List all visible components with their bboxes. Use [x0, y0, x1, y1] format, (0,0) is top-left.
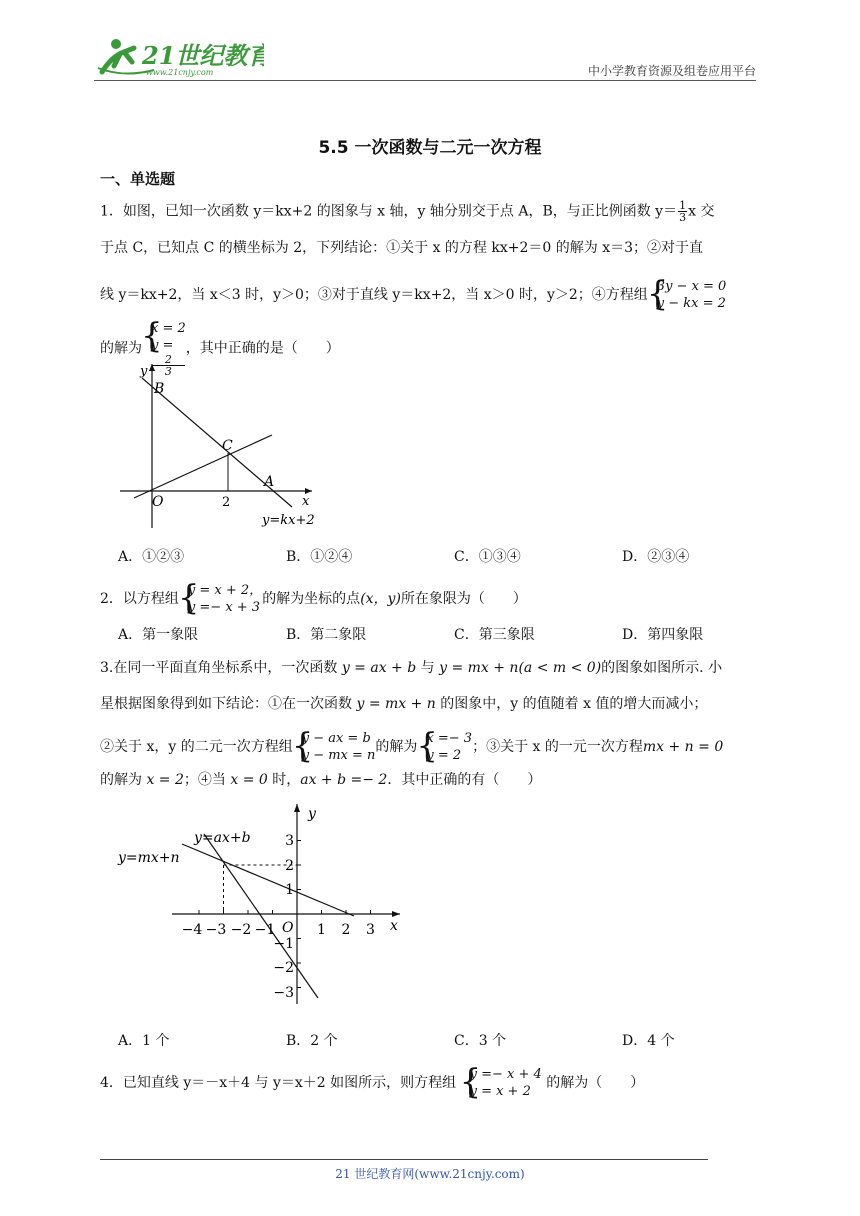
- q3-xtick: −4: [181, 922, 203, 938]
- page-title: 5.5 一次函数与二元一次方程: [318, 138, 542, 158]
- q3-ytick: 2: [285, 858, 294, 874]
- q1-system-b: { x = 2 y = 2 3: [142, 320, 186, 377]
- q3-axis-x: x: [390, 918, 398, 934]
- logo-url: www.21cnjy.com: [146, 68, 214, 77]
- q3-fn1-label: y=ax+b: [194, 830, 251, 846]
- q1-label-2: 2: [222, 495, 231, 510]
- q3-origin: O: [282, 920, 294, 936]
- q1-option-a[interactable]: A．①②③: [118, 549, 185, 565]
- q3-line3: ②关于 x，y 的二元一次方程组 { y − ax = b y − mx = n 的解为 { x =− 3 y = 2 ；③关于 x 的一元一次方程mx + n = 0: [100, 730, 723, 764]
- q3-system: { y − ax = b y − mx = n: [293, 730, 376, 764]
- header-divider: [94, 80, 756, 81]
- q3-ytick: −3: [273, 985, 294, 1001]
- q3-line4: 的解为 x = 2；④当 x = 0 时，ax + b =− 2．其中正确的有（ ）: [100, 772, 542, 788]
- q1-option-d[interactable]: D．②③④: [622, 549, 690, 565]
- q1-system-a: { 3y − x = 0 y − kx = 2: [648, 278, 727, 312]
- q3-ytick: 1: [285, 882, 294, 898]
- q3-xtick: −3: [205, 922, 227, 938]
- q3-ytick: −2: [273, 960, 294, 976]
- q1-fraction: $\frac{1}{3}$: [679, 199, 687, 224]
- q1-label-O: O: [152, 494, 164, 510]
- footer-divider: [100, 1159, 708, 1160]
- q1-line3: 线 y＝kx+2，当 x＜3 时，y＞0；③对于直线 y＝kx+2，当 x＞0 时，y＞2；④方程组 { 3y − x = 0 y − kx = 2: [100, 278, 726, 312]
- q3-line1: 3.在同一平面直角坐标系中，一次函数 y = ax + b 与 y = mx + n(a < m < 0)的图象如图所示. 小: [100, 660, 723, 676]
- q1-axis-y: y: [140, 364, 148, 379]
- q2-system: { y = x + 2， y =− x + 3: [179, 582, 262, 616]
- logo-text: 21世纪教育: [142, 41, 264, 70]
- q1-fn-label: y=kx+2: [262, 513, 315, 528]
- q1-label-C: C: [222, 438, 233, 454]
- q3-line2: 星根据图象得到如下结论：①在一次函数 y = mx + n 的图象中，y 的值随着 x 值的增大而减小；: [100, 696, 708, 712]
- q3-ytick: 3: [285, 833, 294, 849]
- q3-axis-y: y: [308, 806, 316, 822]
- q3-xtick: 3: [366, 922, 375, 938]
- section-heading: 一、单选题: [100, 170, 176, 188]
- q3-fn2-label: y=mx+n: [118, 850, 180, 866]
- q1-label-B: B: [154, 381, 165, 397]
- q4-system: { y =− x + 4 y = x + 2: [461, 1066, 542, 1100]
- footer-text[interactable]: 21 世纪教育网(www.21cnjy.com): [335, 1167, 525, 1181]
- q2-option-b[interactable]: B．第二象限: [286, 627, 367, 643]
- q3-option-b[interactable]: B．2 个: [286, 1033, 338, 1049]
- q2-option-a[interactable]: A．第一象限: [118, 627, 199, 643]
- q2-line: 2．以方程组 { y = x + 2， y =− x + 3 的解为坐标的点(x，y)所在象限为（ ）: [100, 582, 527, 616]
- q1-line4: 的解为 { x = 2 y = 2 3 ，其中正确的是（ ）: [100, 320, 340, 377]
- q3-option-c[interactable]: C．3 个: [454, 1033, 507, 1049]
- header-platform-text: 中小学教育资源及组卷应用平台: [587, 64, 756, 78]
- q3-solution: { x =− 3 y = 2: [417, 730, 472, 764]
- q1-axis-x: x: [302, 494, 310, 509]
- q2-option-c[interactable]: C．第三象限: [454, 627, 535, 643]
- q1-option-c[interactable]: C．①③④: [454, 549, 521, 565]
- q3-xtick: −1: [254, 922, 276, 938]
- q3-option-d[interactable]: D．4 个: [622, 1033, 675, 1049]
- q4-line: 4．已知直线 y＝－x＋4 与 y＝x＋2 如图所示，则方程组 { y =− x + 4 y = x + 2 的解为（ ）: [100, 1066, 644, 1100]
- q1-line2: 于点 C，已知点 C 的横坐标为 2，下列结论：①关于 x 的方程 kx+2＝0 的解为 x＝3；②对于直: [100, 240, 704, 256]
- q2-option-d[interactable]: D．第四象限: [622, 627, 704, 643]
- q3-graph: [112, 798, 412, 1014]
- q3-xtick: 1: [317, 922, 326, 938]
- q3-ytick: −1: [273, 936, 294, 952]
- q1-line1: 1．如图，已知一次函数 y＝kx+2 的图象与 x 轴，y 轴分别交于点 A，B，与正比例函数 y＝ $\frac{1}{3}$ x 交: [100, 199, 715, 224]
- q1-option-b[interactable]: B．①②④: [286, 549, 353, 565]
- site-logo: [94, 34, 264, 78]
- q1-graph: [112, 360, 322, 536]
- q3-xtick: −2: [230, 922, 252, 938]
- q3-option-a[interactable]: A．1 个: [118, 1033, 170, 1049]
- q1-label-A: A: [264, 474, 275, 490]
- q3-xtick: 2: [341, 922, 351, 938]
